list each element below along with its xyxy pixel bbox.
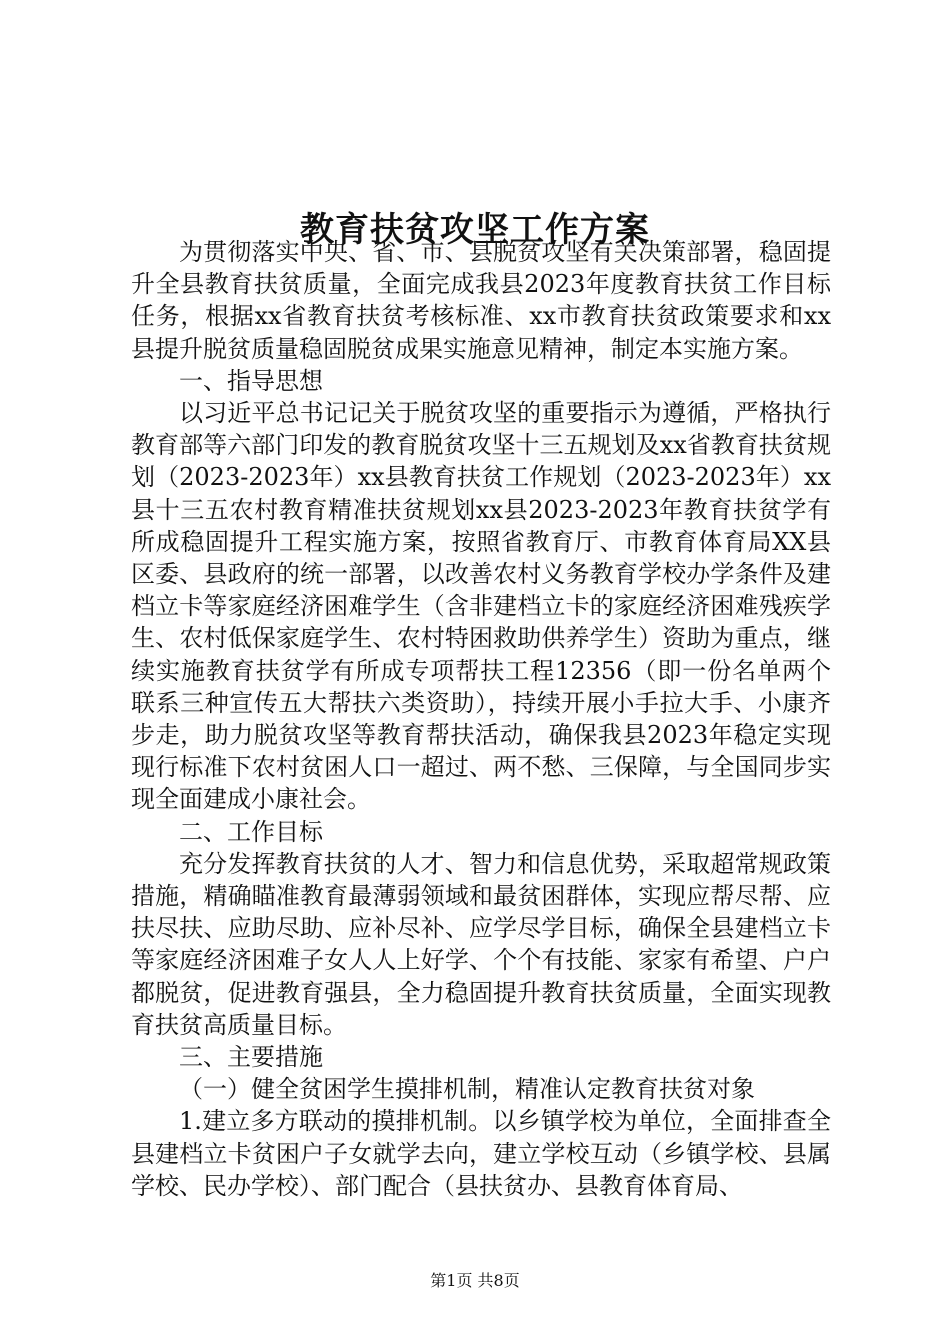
document-title: 教育扶贫攻坚工作方案 — [300, 209, 650, 250]
page-footer: 第1页 共8页 — [430, 1271, 520, 1290]
measure-1-paragraph: 1.建立多方联动的摸排机制。以乡镇学校为单位，全面排查全县建档立卡贫困户子女就学去向，建立学校互动（乡镇学校、县属学校、民办学校）、部门配合（县扶贫办、县教育体育局、 — [131, 1107, 831, 1200]
work-goals-paragraph: 充分发挥教育扶贫的人才、智力和信息优势，采取超常规政策措施，精确瞄准教育最薄弱领域和最贫困群体，实现应帮尽帮、应扶尽扶、应助尽助、应补尽补、应学尽学目标，确保全县建档立卡等家庭经济困难子女人人上好学、个个有技能、家家有希望、户户都脱贫，促进教育强县，全力稳固提升教育扶贫质量，全面实现教育扶贫高质量目标。 — [131, 849, 831, 1039]
intro-paragraph: 为贯彻落实中央、省、市、县脱贫攻坚有关决策部署，稳固提升全县教育扶贫质量，全面完成我县2023年度教育扶贫工作目标任务，根据xx省教育扶贫考核标准、xx市教育扶贫政策要求和xx县提升脱贫质量稳固脱贫成果实施意见精神，制定本实施方案。 — [131, 238, 831, 363]
section-heading-main-measures: 三、主要措施 — [179, 1043, 323, 1072]
guiding-ideology-paragraph: 以习近平总书记记关于脱贫攻坚的重要指示为遵循，严格执行教育部等六部门印发的教育脱贫攻坚十三五规划及xx省教育扶贫规划（2023-2023年）xx县教育扶贫工作规划（2023-2023年）xx县十三五农村教育精准扶贫规划xx县2023-2023年教育扶贫学有所成稳固提升工程实施方案，按照省教育厅、市教育体育局XX县区委、县政府的统一部署，以改善农村义务教育学校办学条件及建档立卡等家庭经济困难学生（含非建档立卡的家庭经济困难残疾学生、农村低保家庭学生、农村特困救助供养学生）资助为重点，继续实施教育扶贫学有所成专项帮扶工程12356（即一份名单两个联系三种宣传五大帮扶六类资助），持续开展小手拉大手、小康齐步走，助力脱贫攻坚等教育帮扶活动，确保我县2023年稳定实现现行标准下农村贫困人口一超过、两不愁、三保障，与全国同步实现全面建成小康社会。 — [131, 399, 831, 814]
subsection-heading-1: （一）健全贫困学生摸排机制，精准认定教育扶贫对象 — [179, 1075, 755, 1104]
document-body — [131, 236, 831, 1202]
section-heading-work-goals: 二、工作目标 — [179, 817, 323, 846]
section-heading-guiding-ideology: 一、指导思想 — [179, 366, 323, 395]
